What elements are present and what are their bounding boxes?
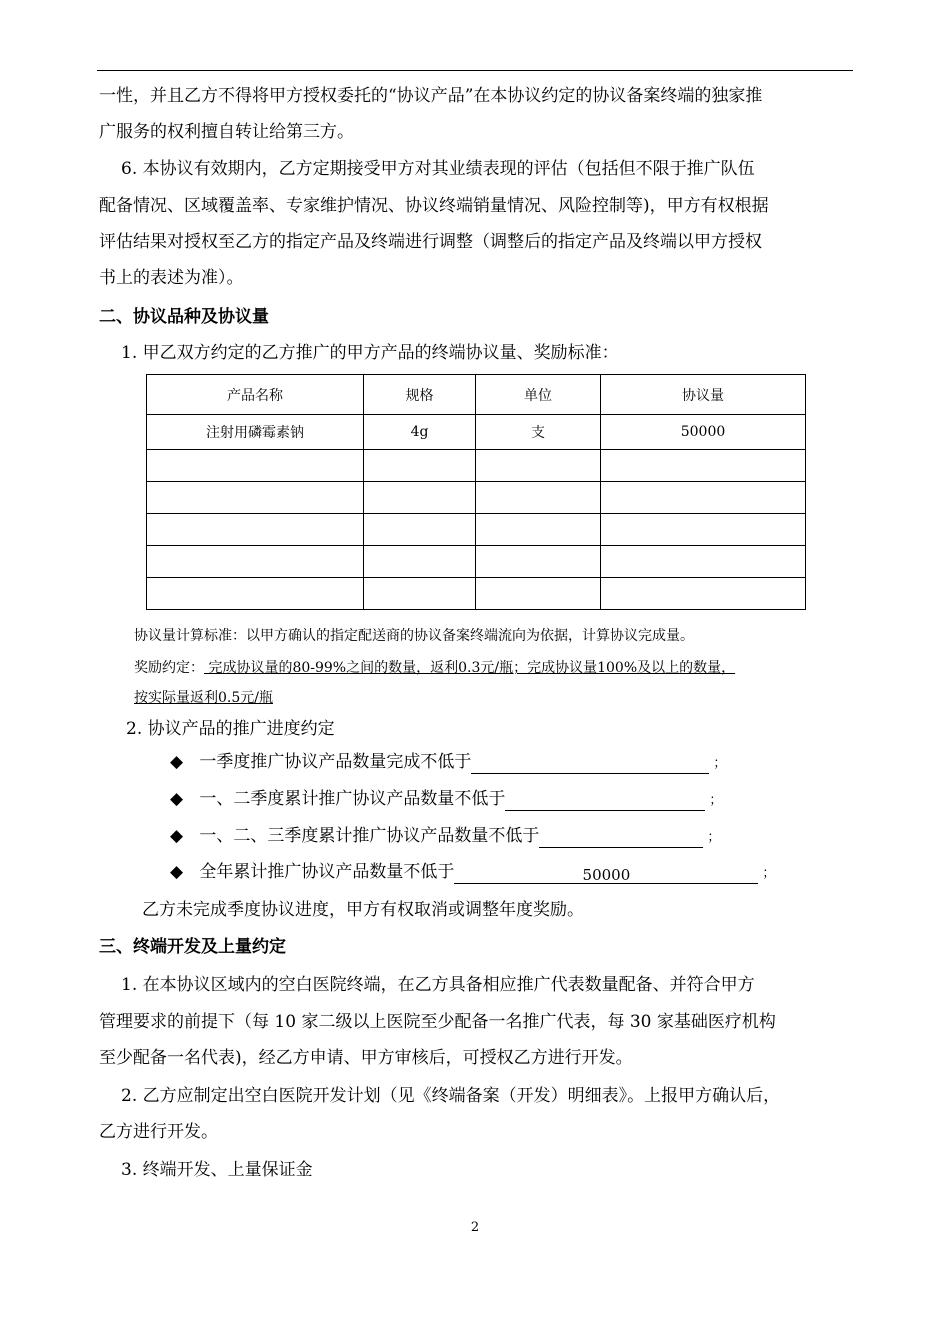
para6-line4: 书上的表述为准）。 [99,268,244,288]
agreement-table [146,374,806,610]
para5-line2: 广服务的权利擅自转让给第三方。 [99,122,354,142]
diamond-bullet-icon: ◆ [170,789,184,809]
table-header-cell: 协议量 [601,375,806,415]
diamond-bullet-icon: ◆ [170,862,184,882]
progress-blank [505,792,705,811]
progress-end: ； [762,866,776,881]
progress-blank: 50000 [454,865,758,884]
reward-text-line1: 完成协议量的80-99%之间的数量，返利0.3元/瓶；完成协议量100%及以上的数量， [204,660,736,676]
progress-blank [471,755,709,774]
table-header-row [147,375,806,415]
table-cell [364,514,476,546]
table-cell [601,450,806,482]
table-header-cell: 规格 [364,375,476,415]
table-cell [364,482,476,514]
para6-line3: 评估结果对授权至乙方的指定产品及终端进行调整（调整后的指定产品及终端以甲方授权 [99,232,762,252]
table-cell [364,546,476,578]
table-cell [147,514,364,546]
table-header-cell: 单位 [476,375,601,415]
progress-label: 一、二季度累计推广协议产品数量不低于 [199,789,506,809]
section3-item2-line1: 2. 乙方应制定出空白医院开发计划（见《终端备案（开发）明细表》。上报甲方确认后， [121,1086,781,1106]
table-header-cell: 产品名称 [147,375,364,415]
section2-item2: 2. 协议产品的推广进度约定 [126,719,335,739]
section3-item1-line3: 至少配备一名代表)，经乙方申请、甲方审核后，可授权乙方进行开发。 [99,1048,633,1068]
table-cell [601,578,806,610]
table-cell [476,546,601,578]
table-cell [476,514,601,546]
progress-item [170,826,720,848]
table-row [147,514,806,546]
section3-item1-line1: 1. 在本协议区域内的空白医院终端，在乙方具备相应推广代表数量配备、并符合甲方 [121,975,755,995]
table-cell [147,578,364,610]
progress-end: ； [713,756,727,771]
table-cell [364,578,476,610]
table-row [147,450,806,482]
progress-label: 一、二、三季度累计推广协议产品数量不低于 [199,826,540,846]
diamond-bullet-icon: ◆ [170,752,184,772]
para6-line1: 6. 本协议有效期内，乙方定期接受甲方对其业绩表现的评估（包括但不限于推广队伍 [121,159,755,179]
section3-item1-line2: 管理要求的前提下（每 10 家二级以上医院至少配备一名推广代表，每 30 家基础医疗机构 [99,1012,776,1032]
table-cell [476,450,601,482]
progress-blank [539,829,703,848]
section3-item2-line2: 乙方进行开发。 [99,1122,218,1142]
progress-item [170,789,722,811]
progress-item [170,862,775,884]
reward-line1 [134,659,735,677]
reward-label: 奖励约定： [134,660,204,676]
table-row [147,482,806,514]
progress-label: 全年累计推广协议产品数量不低于 [199,862,455,882]
table-cell [601,482,806,514]
reward-line2: 按实际量返利0.5元/瓶 [134,690,273,706]
para5-line1: 一性，并且乙方不得将甲方授权委托的“协议产品”在本协议约定的协议备案终端的独家推 [99,86,763,106]
table-row [147,415,806,450]
section3-item3: 3. 终端开发、上量保证金 [121,1160,313,1180]
table-cell: 50000 [601,415,806,450]
table-cell [476,578,601,610]
progress-end: ； [709,793,723,808]
header-rule [97,70,853,71]
table-cell [147,450,364,482]
table-cell [601,514,806,546]
table-cell [601,546,806,578]
table-cell [147,482,364,514]
table-cell [364,450,476,482]
diamond-bullet-icon: ◆ [170,826,184,846]
table-row [147,578,806,610]
table-row [147,546,806,578]
progress-end: ； [707,830,721,845]
table-cell [476,482,601,514]
section2-item1: 1. 甲乙双方约定的乙方推广的甲方产品的终端协议量、奖励标准： [121,343,619,363]
calc-standard: 协议量计算标准：以甲方确认的指定配送商的协议备案终端流向为依据，计算协议完成量。 [134,628,694,644]
progress-label: 一季度推广协议产品数量完成不低于 [199,752,472,772]
table-cell: 4g [364,415,476,450]
section2-title: 二、协议品种及协议量 [99,307,269,327]
table-cell: 支 [476,415,601,450]
table-cell: 注射用磷霉素钠 [147,415,364,450]
section3-title: 三、终端开发及上量约定 [99,937,286,957]
table-cell [147,546,364,578]
progress-item [170,752,726,774]
para6-line2: 配备情况、区域覆盖率、专家维护情况、协议终端销量情况、风险控制等)，甲方有权根据 [99,196,769,216]
progress-note: 乙方未完成季度协议进度，甲方有权取消或调整年度奖励。 [142,900,584,920]
page-number: 2 [470,1220,480,1235]
